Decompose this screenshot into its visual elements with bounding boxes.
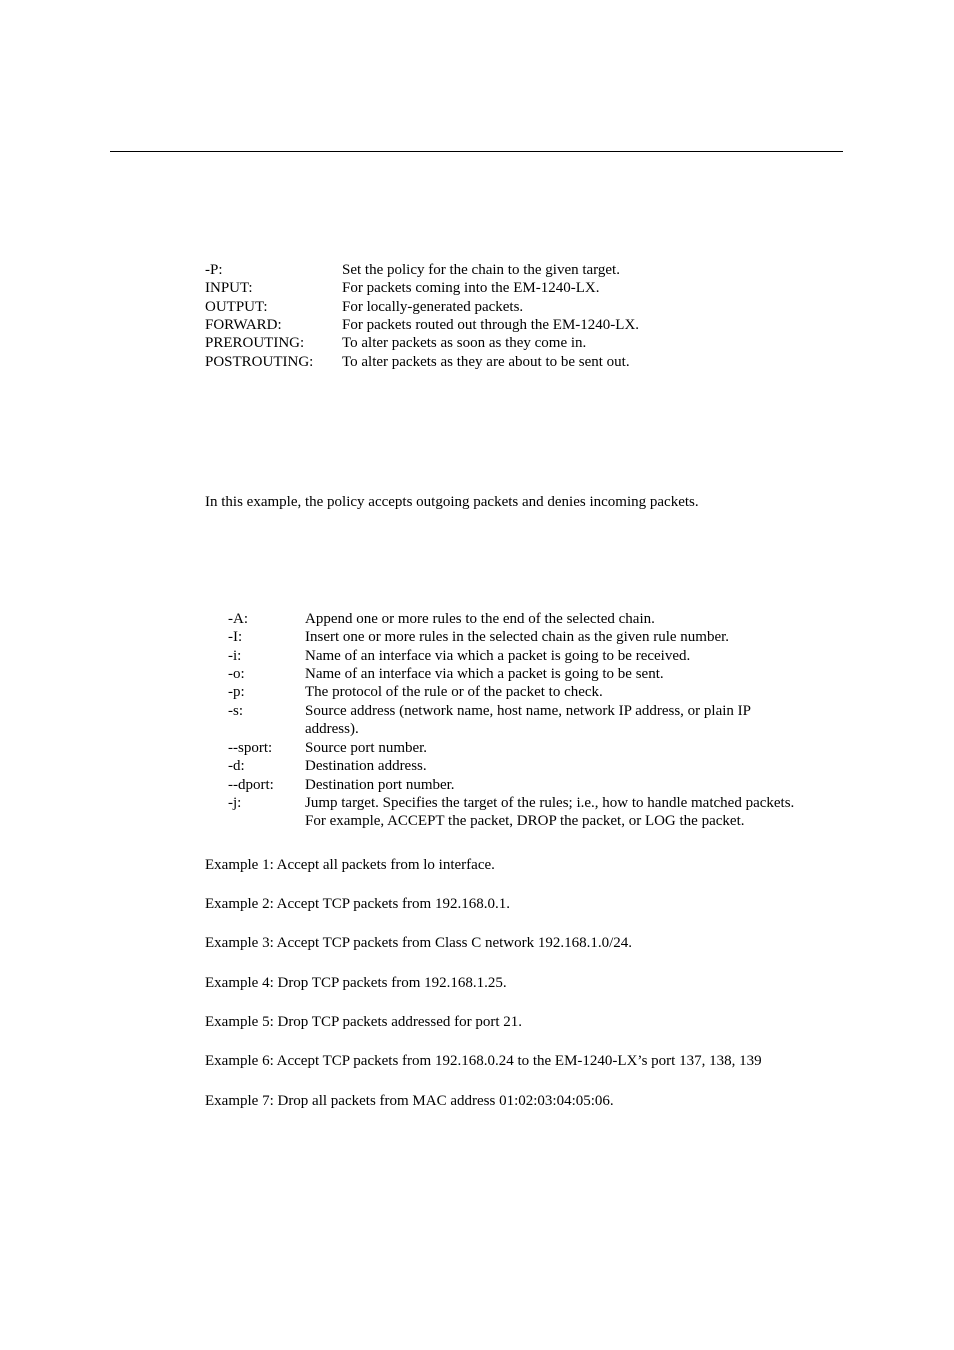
policy-option-desc: For locally-generated packets. [342,299,524,315]
policy-option-term: -P: [205,262,223,278]
policy-option-term: POSTROUTING: [205,354,314,370]
rule-option-term: -o: [228,666,245,682]
header-rule [110,151,843,152]
policy-option-term: OUTPUT: [205,299,268,315]
policy-option-desc: To alter packets as they are about to be sent out. [342,354,630,370]
rule-option-desc-continued: For example, ACCEPT the packet, DROP the packet, or LOG the packet. [305,813,745,829]
rule-option-term: --sport: [228,740,273,756]
rule-option-desc: Insert one or more rules in the selected chain as the given rule number. [305,629,730,645]
rule-option-desc: The protocol of the rule or of the packet to check. [305,684,603,700]
rule-option-term: --dport: [228,777,274,793]
policy-option-desc: For packets routed out through the EM-1240-LX. [342,317,640,333]
rule-option-term: -s: [228,703,243,719]
policy-option-desc: To alter packets as soon as they come in. [342,335,587,351]
example-item: Example 1: Accept all packets from lo interface. [205,857,495,873]
example-item: Example 7: Drop all packets from MAC address 01:02:03:04:05:06. [205,1093,614,1109]
rule-option-desc: Destination port number. [305,777,455,793]
rule-option-desc: Destination address. [305,758,427,774]
policy-option-term: FORWARD: [205,317,282,333]
rule-option-term: -j: [228,795,242,811]
policy-option-desc: For packets coming into the EM-1240-LX. [342,280,600,296]
example-item: Example 5: Drop TCP packets addressed for port 21. [205,1014,523,1030]
rule-option-term: -A: [228,611,248,627]
rule-option-desc: Jump target. Specifies the target of the rules; i.e., how to handle matched packets. [305,795,795,811]
policy-example-text: In this example, the policy accepts outgoing packets and denies incoming packets. [205,494,699,510]
policy-option-desc: Set the policy for the chain to the given target. [342,262,620,278]
rule-option-term: -p: [228,684,245,700]
rule-option-term: -d: [228,758,245,774]
rule-option-desc: Name of an interface via which a packet is going to be sent. [305,666,664,682]
policy-option-term: INPUT: [205,280,253,296]
example-item: Example 4: Drop TCP packets from 192.168.1.25. [205,975,507,991]
example-item: Example 6: Accept TCP packets from 192.168.0.24 to the EM-1240-LX’s port 137, 138, 139 [205,1053,762,1069]
rule-option-term: -i: [228,648,242,664]
example-item: Example 2: Accept TCP packets from 192.168.0.1. [205,896,510,912]
rule-option-desc: Name of an interface via which a packet is going to be received. [305,648,691,664]
rule-option-desc: Source address (network name, host name, network IP address, or plain IP [305,703,752,719]
rule-option-term: -I: [228,629,243,645]
rule-option-desc: Source port number. [305,740,428,756]
policy-option-term: PREROUTING: [205,335,305,351]
rule-option-desc: Append one or more rules to the end of the selected chain. [305,611,655,627]
example-item: Example 3: Accept TCP packets from Class C network 192.168.1.0/24. [205,935,633,951]
rule-option-desc-continued: address). [305,721,359,737]
